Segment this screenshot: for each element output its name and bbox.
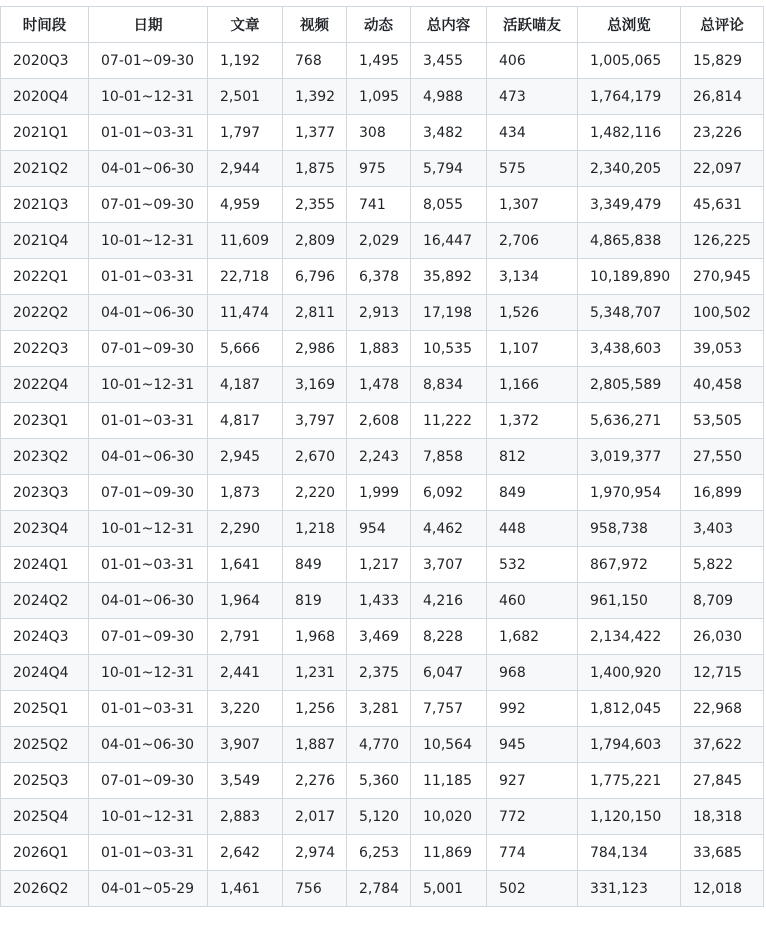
cell-articles: 11,474 [208,295,283,331]
column-header-total-content: 总内容 [411,7,487,43]
cell-total-comments: 270,945 [681,259,764,295]
column-header-date-range: 日期 [89,7,208,43]
table-row [1,547,764,583]
cell-total-comments: 26,030 [681,619,764,655]
column-header-videos: 视频 [283,7,347,43]
cell-videos: 2,017 [283,799,347,835]
cell-period: 2025Q4 [1,799,89,835]
cell-active-users: 460 [487,583,578,619]
cell-total-content: 8,834 [411,367,487,403]
cell-total-comments: 8,709 [681,583,764,619]
cell-total-comments: 12,715 [681,655,764,691]
cell-date-range: 07-01~09-30 [89,475,208,511]
cell-total-comments: 5,822 [681,547,764,583]
cell-period: 2021Q3 [1,187,89,223]
cell-articles: 2,791 [208,619,283,655]
cell-total-views: 784,134 [578,835,681,871]
cell-total-views: 958,738 [578,511,681,547]
cell-posts: 2,608 [347,403,411,439]
cell-total-views: 867,972 [578,547,681,583]
cell-total-views: 331,123 [578,871,681,907]
cell-videos: 819 [283,583,347,619]
cell-total-content: 4,462 [411,511,487,547]
table-row [1,331,764,367]
cell-active-users: 434 [487,115,578,151]
cell-articles: 3,549 [208,763,283,799]
column-header-active-users: 活跃喵友 [487,7,578,43]
cell-total-content: 3,482 [411,115,487,151]
cell-total-views: 1,764,179 [578,79,681,115]
cell-videos: 3,169 [283,367,347,403]
cell-videos: 1,887 [283,727,347,763]
cell-articles: 4,187 [208,367,283,403]
cell-total-comments: 40,458 [681,367,764,403]
table-row [1,799,764,835]
cell-active-users: 968 [487,655,578,691]
cell-period: 2021Q4 [1,223,89,259]
table-row [1,43,764,79]
cell-posts: 6,253 [347,835,411,871]
cell-period: 2026Q1 [1,835,89,871]
cell-period: 2024Q1 [1,547,89,583]
table-row [1,763,764,799]
cell-date-range: 04-01~06-30 [89,151,208,187]
cell-posts: 1,433 [347,583,411,619]
cell-total-content: 7,858 [411,439,487,475]
cell-total-comments: 45,631 [681,187,764,223]
cell-posts: 2,029 [347,223,411,259]
cell-active-users: 1,372 [487,403,578,439]
cell-total-content: 6,047 [411,655,487,691]
header-row [1,7,764,43]
cell-posts: 1,883 [347,331,411,367]
cell-date-range: 04-01~06-30 [89,295,208,331]
cell-period: 2023Q4 [1,511,89,547]
column-header-total-comments: 总评论 [681,7,764,43]
cell-videos: 2,670 [283,439,347,475]
cell-total-content: 11,185 [411,763,487,799]
table-row [1,691,764,727]
cell-videos: 6,796 [283,259,347,295]
table-row [1,151,764,187]
cell-videos: 1,392 [283,79,347,115]
table-row [1,259,764,295]
cell-total-content: 3,455 [411,43,487,79]
cell-articles: 2,441 [208,655,283,691]
cell-active-users: 532 [487,547,578,583]
cell-articles: 1,873 [208,475,283,511]
cell-videos: 1,875 [283,151,347,187]
table-row [1,475,764,511]
cell-total-content: 5,001 [411,871,487,907]
cell-articles: 1,797 [208,115,283,151]
cell-active-users: 927 [487,763,578,799]
column-header-articles: 文章 [208,7,283,43]
table-row [1,871,764,907]
cell-posts: 1,999 [347,475,411,511]
cell-total-comments: 16,899 [681,475,764,511]
cell-period: 2025Q1 [1,691,89,727]
cell-total-comments: 3,403 [681,511,764,547]
cell-articles: 1,461 [208,871,283,907]
cell-total-content: 6,092 [411,475,487,511]
cell-videos: 1,968 [283,619,347,655]
cell-date-range: 07-01~09-30 [89,619,208,655]
cell-posts: 4,770 [347,727,411,763]
cell-posts: 1,217 [347,547,411,583]
cell-active-users: 1,107 [487,331,578,367]
cell-total-comments: 26,814 [681,79,764,115]
cell-videos: 768 [283,43,347,79]
cell-date-range: 10-01~12-31 [89,79,208,115]
table-row [1,115,764,151]
cell-total-views: 1,970,954 [578,475,681,511]
cell-total-comments: 15,829 [681,43,764,79]
cell-total-content: 7,757 [411,691,487,727]
cell-posts: 2,784 [347,871,411,907]
cell-total-comments: 39,053 [681,331,764,367]
cell-articles: 4,959 [208,187,283,223]
cell-total-views: 961,150 [578,583,681,619]
cell-date-range: 04-01~05-29 [89,871,208,907]
cell-posts: 1,495 [347,43,411,79]
cell-active-users: 448 [487,511,578,547]
cell-total-content: 8,055 [411,187,487,223]
cell-total-views: 1,794,603 [578,727,681,763]
cell-period: 2023Q3 [1,475,89,511]
cell-date-range: 10-01~12-31 [89,799,208,835]
cell-total-comments: 37,622 [681,727,764,763]
cell-total-content: 10,564 [411,727,487,763]
cell-date-range: 07-01~09-30 [89,187,208,223]
table-row [1,223,764,259]
cell-active-users: 1,682 [487,619,578,655]
cell-total-comments: 100,502 [681,295,764,331]
cell-total-views: 2,340,205 [578,151,681,187]
cell-active-users: 812 [487,439,578,475]
cell-date-range: 10-01~12-31 [89,223,208,259]
cell-period: 2020Q3 [1,43,89,79]
cell-date-range: 07-01~09-30 [89,43,208,79]
cell-posts: 2,375 [347,655,411,691]
cell-total-views: 1,120,150 [578,799,681,835]
table-row [1,295,764,331]
cell-articles: 1,641 [208,547,283,583]
cell-articles: 3,907 [208,727,283,763]
cell-articles: 2,290 [208,511,283,547]
cell-videos: 849 [283,547,347,583]
table-row [1,655,764,691]
cell-posts: 741 [347,187,411,223]
cell-posts: 5,120 [347,799,411,835]
cell-posts: 1,095 [347,79,411,115]
cell-posts: 6,378 [347,259,411,295]
cell-date-range: 01-01~03-31 [89,115,208,151]
cell-active-users: 1,166 [487,367,578,403]
table-row [1,619,764,655]
cell-active-users: 2,706 [487,223,578,259]
cell-videos: 2,974 [283,835,347,871]
cell-period: 2025Q2 [1,727,89,763]
cell-date-range: 01-01~03-31 [89,691,208,727]
cell-active-users: 473 [487,79,578,115]
cell-articles: 2,944 [208,151,283,187]
column-header-period: 时间段 [1,7,89,43]
cell-period: 2025Q3 [1,763,89,799]
cell-active-users: 3,134 [487,259,578,295]
cell-posts: 954 [347,511,411,547]
cell-videos: 2,355 [283,187,347,223]
cell-total-content: 11,222 [411,403,487,439]
cell-total-comments: 27,845 [681,763,764,799]
cell-total-views: 1,400,920 [578,655,681,691]
cell-date-range: 01-01~03-31 [89,547,208,583]
cell-total-comments: 27,550 [681,439,764,475]
cell-total-comments: 22,968 [681,691,764,727]
cell-total-content: 11,869 [411,835,487,871]
cell-videos: 2,811 [283,295,347,331]
cell-date-range: 10-01~12-31 [89,511,208,547]
table-header [1,7,764,43]
cell-period: 2022Q2 [1,295,89,331]
cell-total-content: 3,707 [411,547,487,583]
cell-date-range: 10-01~12-31 [89,367,208,403]
cell-total-comments: 126,225 [681,223,764,259]
cell-articles: 5,666 [208,331,283,367]
cell-active-users: 992 [487,691,578,727]
cell-period: 2024Q3 [1,619,89,655]
table-row [1,403,764,439]
cell-total-content: 8,228 [411,619,487,655]
cell-period: 2024Q2 [1,583,89,619]
cell-total-content: 10,020 [411,799,487,835]
cell-total-views: 3,349,479 [578,187,681,223]
cell-total-comments: 18,318 [681,799,764,835]
cell-posts: 3,469 [347,619,411,655]
cell-active-users: 575 [487,151,578,187]
cell-articles: 22,718 [208,259,283,295]
cell-date-range: 01-01~03-31 [89,259,208,295]
cell-videos: 1,231 [283,655,347,691]
cell-posts: 2,913 [347,295,411,331]
cell-videos: 2,986 [283,331,347,367]
cell-active-users: 1,526 [487,295,578,331]
cell-period: 2020Q4 [1,79,89,115]
cell-articles: 2,883 [208,799,283,835]
table-row [1,187,764,223]
cell-active-users: 772 [487,799,578,835]
cell-articles: 2,642 [208,835,283,871]
cell-videos: 2,809 [283,223,347,259]
cell-posts: 975 [347,151,411,187]
cell-total-views: 5,348,707 [578,295,681,331]
cell-active-users: 502 [487,871,578,907]
cell-total-views: 1,775,221 [578,763,681,799]
cell-videos: 2,220 [283,475,347,511]
cell-total-views: 1,482,116 [578,115,681,151]
cell-articles: 2,945 [208,439,283,475]
cell-total-content: 17,198 [411,295,487,331]
column-header-posts: 动态 [347,7,411,43]
quarterly-stats-table [0,6,764,907]
cell-total-views: 1,812,045 [578,691,681,727]
cell-active-users: 406 [487,43,578,79]
cell-total-views: 3,438,603 [578,331,681,367]
cell-active-users: 774 [487,835,578,871]
cell-videos: 2,276 [283,763,347,799]
cell-total-views: 1,005,065 [578,43,681,79]
table-row [1,583,764,619]
cell-total-content: 35,892 [411,259,487,295]
cell-date-range: 04-01~06-30 [89,583,208,619]
cell-date-range: 07-01~09-30 [89,763,208,799]
cell-total-content: 10,535 [411,331,487,367]
cell-period: 2022Q3 [1,331,89,367]
table-row [1,79,764,115]
cell-total-views: 5,636,271 [578,403,681,439]
cell-period: 2024Q4 [1,655,89,691]
cell-videos: 756 [283,871,347,907]
cell-period: 2022Q1 [1,259,89,295]
cell-total-views: 4,865,838 [578,223,681,259]
cell-period: 2023Q1 [1,403,89,439]
table-body [1,43,764,907]
cell-videos: 1,256 [283,691,347,727]
cell-date-range: 01-01~03-31 [89,403,208,439]
cell-posts: 2,243 [347,439,411,475]
cell-total-content: 4,216 [411,583,487,619]
table-row [1,511,764,547]
cell-total-comments: 33,685 [681,835,764,871]
cell-date-range: 10-01~12-31 [89,655,208,691]
table-row [1,439,764,475]
cell-period: 2021Q2 [1,151,89,187]
cell-active-users: 849 [487,475,578,511]
cell-total-comments: 12,018 [681,871,764,907]
cell-period: 2023Q2 [1,439,89,475]
stats-table-container [0,6,764,907]
cell-period: 2026Q2 [1,871,89,907]
cell-videos: 1,377 [283,115,347,151]
cell-posts: 308 [347,115,411,151]
cell-videos: 1,218 [283,511,347,547]
cell-articles: 1,192 [208,43,283,79]
cell-active-users: 1,307 [487,187,578,223]
cell-total-comments: 53,505 [681,403,764,439]
cell-total-content: 5,794 [411,151,487,187]
cell-articles: 1,964 [208,583,283,619]
cell-date-range: 07-01~09-30 [89,331,208,367]
table-row [1,835,764,871]
cell-articles: 11,609 [208,223,283,259]
cell-total-views: 2,805,589 [578,367,681,403]
cell-period: 2021Q1 [1,115,89,151]
cell-total-comments: 23,226 [681,115,764,151]
cell-period: 2022Q4 [1,367,89,403]
cell-date-range: 01-01~03-31 [89,835,208,871]
cell-videos: 3,797 [283,403,347,439]
cell-total-views: 2,134,422 [578,619,681,655]
cell-total-content: 4,988 [411,79,487,115]
table-row [1,727,764,763]
cell-total-content: 16,447 [411,223,487,259]
cell-total-views: 10,189,890 [578,259,681,295]
cell-date-range: 04-01~06-30 [89,727,208,763]
cell-articles: 3,220 [208,691,283,727]
cell-date-range: 04-01~06-30 [89,439,208,475]
cell-total-comments: 22,097 [681,151,764,187]
cell-posts: 5,360 [347,763,411,799]
cell-articles: 4,817 [208,403,283,439]
cell-posts: 3,281 [347,691,411,727]
table-row [1,367,764,403]
column-header-total-views: 总浏览 [578,7,681,43]
cell-articles: 2,501 [208,79,283,115]
cell-posts: 1,478 [347,367,411,403]
cell-total-views: 3,019,377 [578,439,681,475]
cell-active-users: 945 [487,727,578,763]
